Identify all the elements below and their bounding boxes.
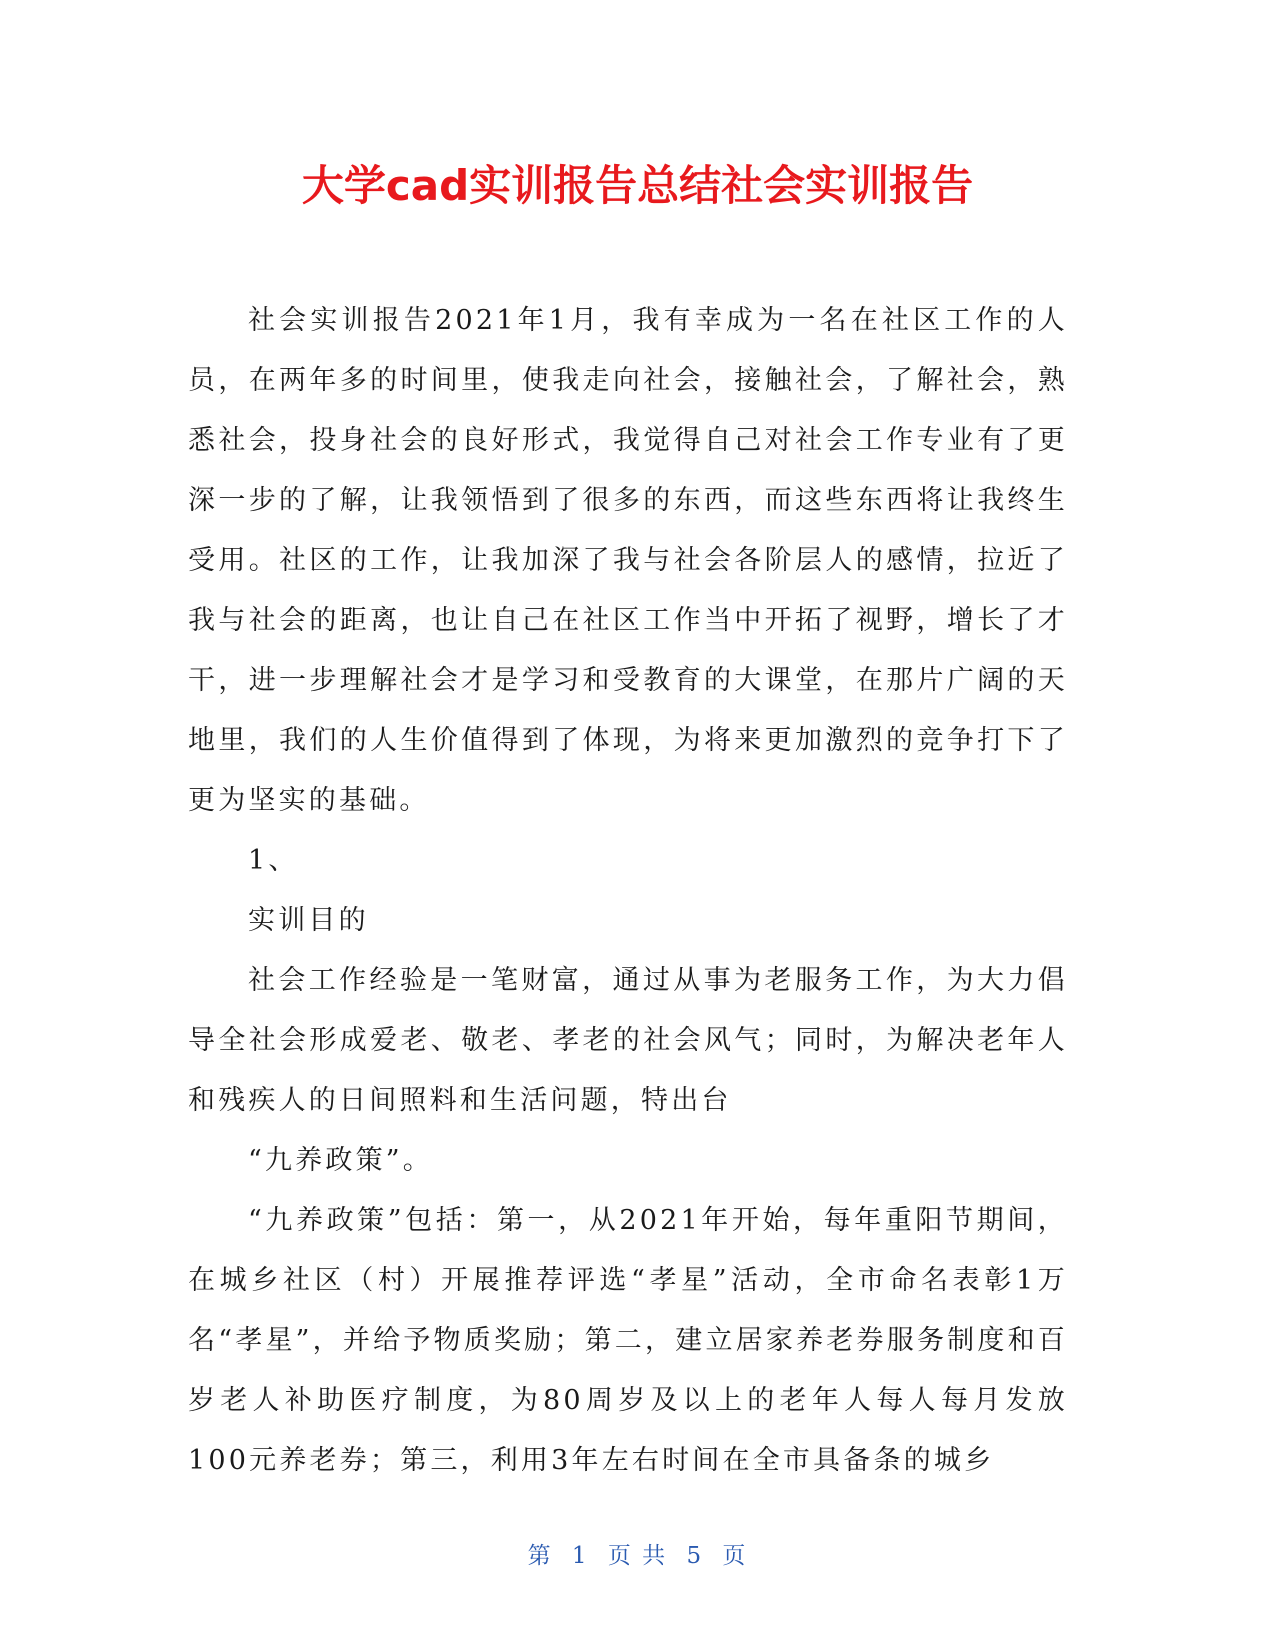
section-number: 1、 xyxy=(248,845,299,876)
footer-middle: 页 共 xyxy=(607,1543,668,1569)
footer-suffix: 页 xyxy=(722,1543,748,1569)
page-footer xyxy=(0,1537,1275,1570)
footer-prefix: 第 xyxy=(527,1543,553,1569)
section-heading: 实训目的 xyxy=(248,905,369,936)
footer-current-page: 1 xyxy=(571,1543,589,1569)
footer-total-pages: 5 xyxy=(686,1543,704,1569)
paragraph-policy-name: “九养政策”。 xyxy=(248,1145,434,1176)
paragraph-intro: 社会实训报告2021年1月，我有幸成为一名在社区工作的人员，在两年多的时间里，使我走向社会，接触社会，了解社会，熟悉社会，投身社会的良好形式，我觉得自己对社会工作专业有了更深一步的了解，让我领悟到了很多的东西，而这些东西将让我终生受用。社区的工作，让我加深了我与社会各阶层人的感情，拉近了我与社会的距离，也让自己在社区工作当中开拓了视野，增长了才干，进一步理解社会才是学习和受教育的大课堂，在那片广阔的天地里，我们的人生价值得到了体现，为将来更加激烈的竞争打下了更为坚实的基础。 xyxy=(188,305,1068,816)
document-title: 大学cad实训报告总结社会实训报告 xyxy=(301,161,974,210)
document-body xyxy=(188,291,1068,1491)
paragraph-policy-detail: “九养政策”包括：第一，从2021年开始，每年重阳节期间，在城乡社区（村）开展推荐评选“孝星”活动，全市命名表彰1万名“孝星”，并给予物质奖励；第二，建立居家养老券服务制度和百岁老人补助医疗制度，为80周岁及以上的老年人每人每月发放100元养老券；第三，利用3年左右时间在全市具备条的城乡 xyxy=(188,1205,1068,1476)
paragraph-purpose: 社会工作经验是一笔财富，通过从事为老服务工作，为大力倡导全社会形成爱老、敬老、孝老的社会风气；同时，为解决老年人和残疾人的日间照料和生活问题，特出台 xyxy=(188,965,1068,1116)
